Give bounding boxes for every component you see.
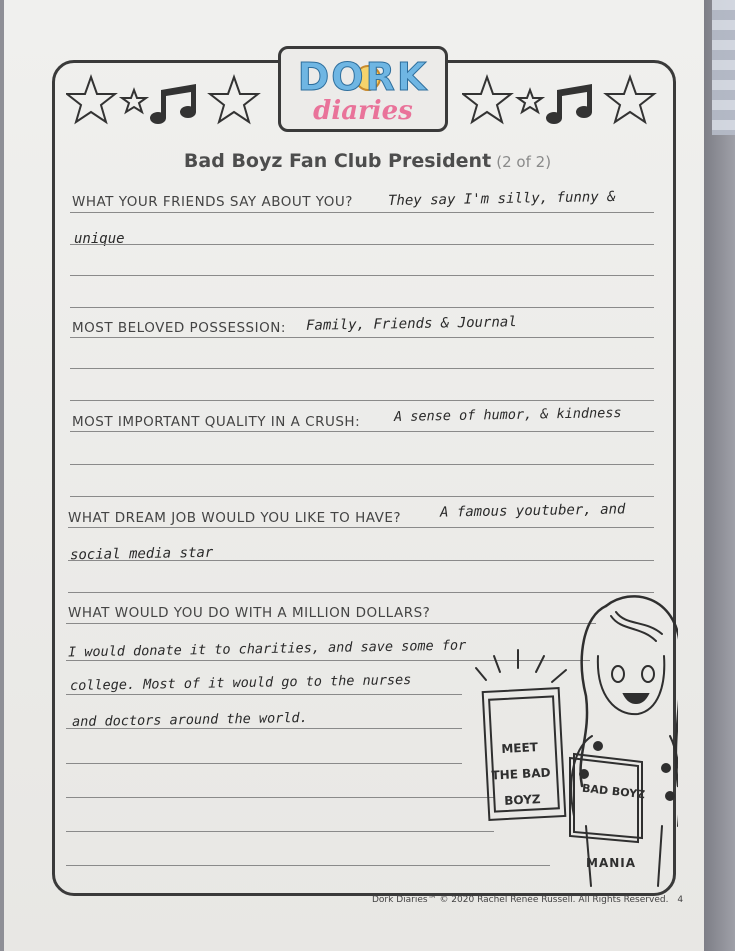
page-number: 4 xyxy=(677,895,684,905)
page-title xyxy=(0,150,735,172)
question-beloved-possession: MOST BELOVED POSSESSION: xyxy=(72,320,286,336)
question-dream-job: WHAT DREAM JOB WOULD YOU LIKE TO HAVE? xyxy=(68,510,402,526)
star-and-music-icons-left xyxy=(66,72,266,132)
answer-beloved-possession[interactable]: Family, Friends & Journal xyxy=(305,314,517,334)
star-and-music-icons-right xyxy=(462,72,662,132)
answer-line xyxy=(70,244,654,245)
answer-line xyxy=(66,728,462,729)
logo-dork: DORK xyxy=(297,55,429,99)
sign-text: MEET THE BAD BOYZ xyxy=(491,740,551,808)
copyright-text: Dork Diaries™ © 2020 Rachel Renée Russell. All Rights Reserved. xyxy=(372,895,669,905)
answer-line xyxy=(66,763,462,764)
answer-line xyxy=(70,307,654,308)
answer-line xyxy=(68,527,654,528)
answer-dream-job-line-2[interactable]: social media star xyxy=(69,544,214,564)
star-icon xyxy=(606,77,654,122)
answer-line xyxy=(70,337,654,338)
records-text: BAD BOYZ xyxy=(581,781,646,802)
answer-million-dollars-line-2[interactable]: college. Most of it would go to the nurses xyxy=(69,672,412,694)
answer-crush-quality[interactable]: A sense of humor, & kindness xyxy=(393,405,622,425)
shirt-text: MANIA xyxy=(586,856,637,870)
answer-line xyxy=(70,368,654,369)
answer-line xyxy=(68,560,654,561)
logo-box xyxy=(278,46,448,132)
question-million-dollars: WHAT WOULD YOU DO WITH A MILLION DOLLARS? xyxy=(68,605,431,621)
answer-line xyxy=(70,400,654,401)
music-note-icon xyxy=(150,84,196,124)
star-icon xyxy=(210,77,258,122)
star-icon xyxy=(518,90,542,112)
star-icon xyxy=(67,77,115,122)
answer-dream-job-line-1[interactable]: A famous youtuber, and xyxy=(439,501,626,521)
answer-line xyxy=(70,212,654,213)
answer-line xyxy=(70,464,654,465)
answer-line xyxy=(70,275,654,276)
star-icon xyxy=(463,77,511,122)
music-note-icon xyxy=(546,84,592,124)
question-crush-quality: MOST IMPORTANT QUALITY IN A CRUSH: xyxy=(72,414,361,430)
star-icon xyxy=(122,90,146,112)
answer-line xyxy=(66,797,494,798)
logo-diaries: diaries xyxy=(313,96,413,126)
binder-edge xyxy=(704,0,735,951)
page-title-text: Bad Boyz Fan Club President xyxy=(183,150,492,172)
footer xyxy=(372,895,683,905)
answer-million-dollars-line-3[interactable]: and doctors around the world. xyxy=(71,709,308,731)
answer-friends-say-line-1[interactable]: They say I'm silly, funny & xyxy=(387,189,616,209)
answer-line xyxy=(66,831,494,832)
holographic-strip xyxy=(712,0,735,135)
answer-million-dollars-line-1[interactable]: I would donate it to charities, and save some for xyxy=(67,637,467,661)
page-subtitle: (2 of 2) xyxy=(496,153,552,171)
answer-line xyxy=(70,431,654,432)
question-friends-say: WHAT YOUR FRIENDS SAY ABOUT YOU? xyxy=(72,194,353,210)
answer-line xyxy=(66,694,462,695)
answer-friends-say-line-2[interactable]: unique xyxy=(74,231,125,247)
answer-line xyxy=(70,496,654,497)
